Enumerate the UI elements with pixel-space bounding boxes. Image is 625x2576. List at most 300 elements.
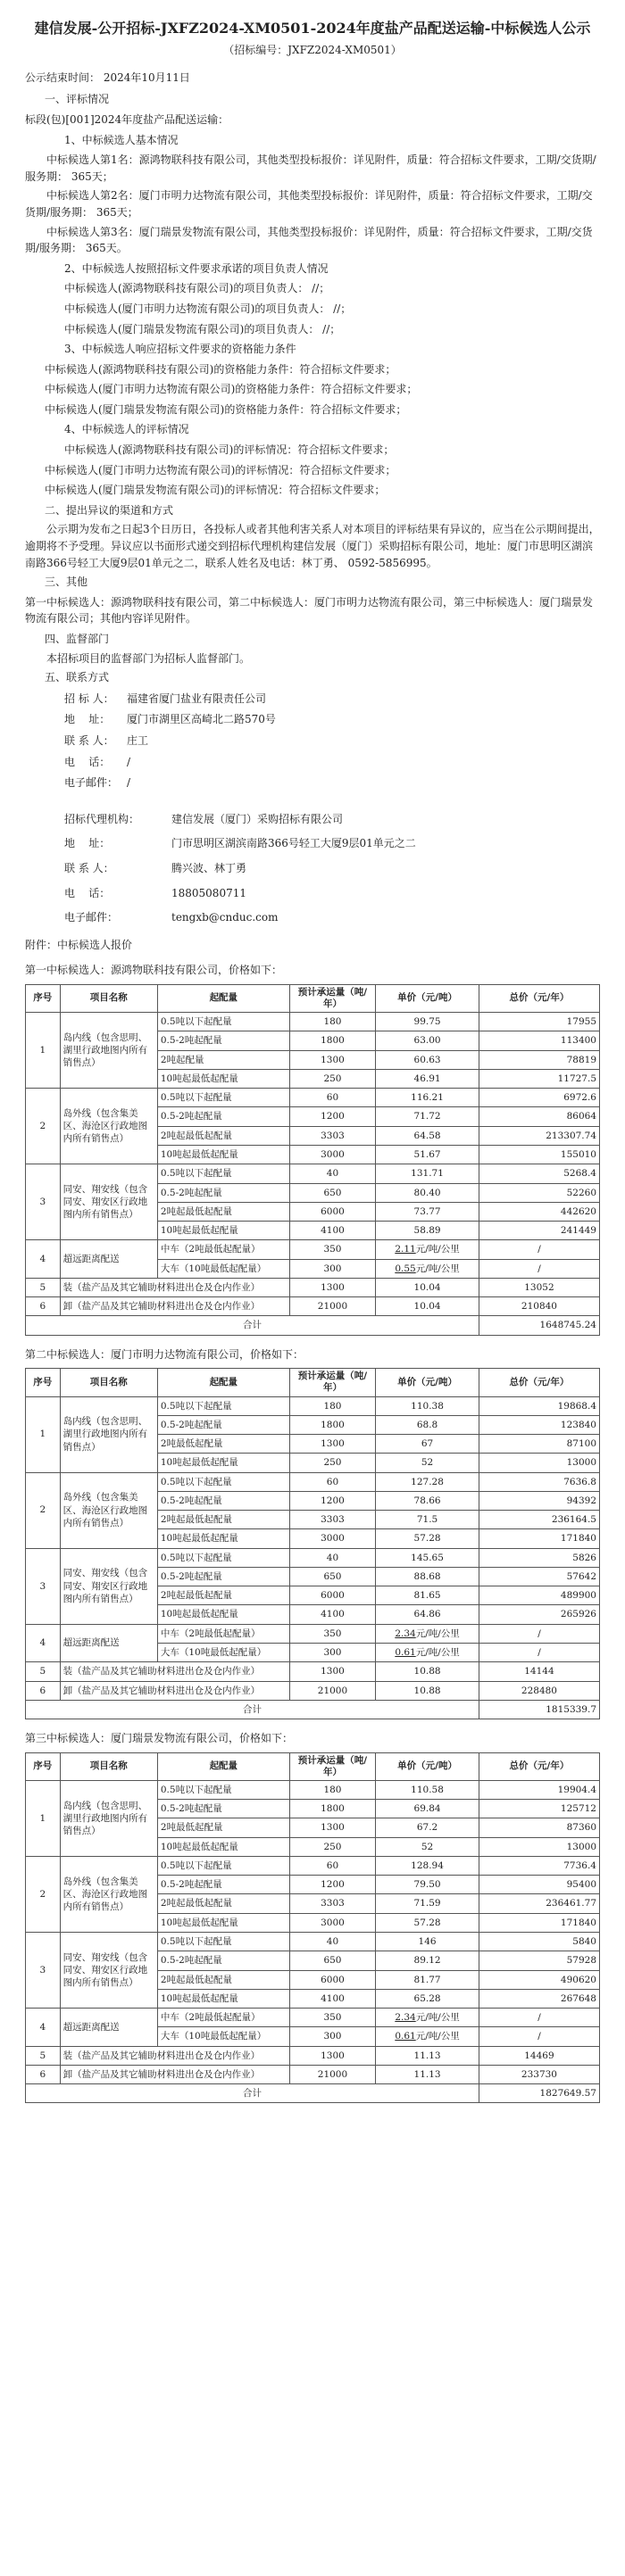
volume-cell: 3000 [289, 1146, 375, 1164]
agency-phone: 18805080711 [171, 886, 246, 899]
min-load-cell: 0.5吨以下起配量 [157, 1089, 289, 1107]
row-number: 4 [26, 1624, 61, 1662]
min-load-cell: 0.5-2吨起配量 [157, 1183, 289, 1202]
qualification-item: 中标候选人(厦门市明力达物流有限公司)的资格能力条件：符合招标文件要求； [45, 383, 418, 396]
objection-body: 公示期为发布之日起3个日历日，各投标人或者其他利害关系人对本项目的评标结果有异议的，应当在公示期间提出，逾期将不予受理。异议应以书面形式递交到招标代理机构建信发展（厦门）采购招标有限公司，地址：厦门市思明区湖滨南路366号轻工大厦9层01单元之二，联系人姓名及电话：林丁勇、 0592-5856995。 [25, 523, 600, 569]
volume-cell: 3000 [289, 1529, 375, 1548]
row-number: 3 [26, 1164, 61, 1240]
volume-cell: 300 [289, 2027, 375, 2046]
min-load-cell: 2吨起最低起配量 [157, 1586, 289, 1605]
volume-cell: 6000 [289, 1970, 375, 1989]
row-number: 4 [26, 2009, 61, 2047]
unit-price-cell: 146 [376, 1933, 479, 1951]
agency-row [64, 885, 600, 902]
col-unit-price-header: 单价（元/吨） [376, 1752, 479, 1780]
row-number: 2 [26, 1089, 61, 1164]
table-row [26, 1396, 600, 1415]
evaluation-list [25, 442, 600, 499]
total-price-cell: 87360 [479, 1818, 599, 1837]
total-price-cell: 87100 [479, 1435, 599, 1454]
col-total-header: 总价（元/年） [479, 1752, 599, 1780]
col-unit-price-header: 单价（元/吨） [376, 1369, 479, 1396]
tender-number: （招标编号：JXFZ2024-XM0501） [223, 44, 402, 57]
unit-price-cell: 110.38 [376, 1396, 479, 1415]
total-price-cell: 94392 [479, 1491, 599, 1510]
volume-cell: 60 [289, 1472, 375, 1491]
volume-cell: 250 [289, 1837, 375, 1856]
min-load-cell: 10吨起最低起配量 [157, 1529, 289, 1548]
volume-cell: 40 [289, 1548, 375, 1567]
total-price-cell: 5840 [479, 1933, 599, 1951]
volume-cell: 1200 [289, 1876, 375, 1894]
total-price-cell: 7736.4 [479, 1856, 599, 1875]
total-price-cell: 442620 [479, 1202, 599, 1221]
total-price-cell: / [479, 1240, 599, 1259]
field-label: 地 址： [64, 713, 111, 726]
unit-price-value: 2.34 [395, 1628, 416, 1639]
unit-price-cell [376, 2027, 479, 2046]
min-load-cell: 0.5吨以下起配量 [157, 1472, 289, 1491]
table-row [26, 1472, 600, 1491]
volume-cell: 60 [289, 1856, 375, 1875]
min-load-cell: 0.5-2吨起配量 [157, 1876, 289, 1894]
field-label: 电 话： [64, 755, 111, 768]
volume-cell: 6000 [289, 1586, 375, 1605]
field-label: 招 标 人： [64, 692, 114, 705]
table-header-row [26, 1369, 600, 1396]
route-name: 岛外线（包含集美区、海沧区行政地图内所有销售点） [60, 1856, 157, 1932]
volume-cell: 21000 [289, 1297, 375, 1316]
total-price-cell: 171840 [479, 1529, 599, 1548]
unit-price-cell: 81.65 [376, 1586, 479, 1605]
total-price-cell: 57928 [479, 1951, 599, 1970]
unit-price-value: 0.61 [395, 2031, 416, 2042]
service-name: 装（盐产品及其它辅助材料进出仓及仓内作业） [60, 1662, 289, 1681]
col-no-header: 序号 [26, 1752, 61, 1780]
table-row [26, 1662, 600, 1681]
min-load-cell: 10吨起最低起配量 [157, 1146, 289, 1164]
tenderer-name: 福建省厦门盐业有限责任公司 [127, 692, 267, 705]
tenderer-email: / [127, 776, 131, 790]
min-load-cell: 0.5吨以下起配量 [157, 1396, 289, 1415]
unit-price-unit: 元/吨/公里 [415, 1263, 460, 1274]
volume-cell: 3303 [289, 1126, 375, 1145]
unit-price-cell: 145.65 [376, 1548, 479, 1567]
vehicle-spec-cell: 中车（2吨最低起配量） [157, 1240, 289, 1259]
volume-cell: 1300 [289, 1278, 375, 1296]
page-title: 建信发展-公开招标-JXFZ2024-XM0501-2024年度盐产品配送运输-中标候选人公示 [34, 20, 591, 37]
min-load-cell: 2吨最低起配量 [157, 1818, 289, 1837]
attachment-title: 附件：中标候选人报价 [25, 938, 133, 951]
publish-end-date: 公示结束时间： 2024年10月11日 [25, 70, 190, 84]
volume-cell: 300 [289, 1643, 375, 1661]
unit-price-cell: 52 [376, 1837, 479, 1856]
volume-cell: 1200 [289, 1107, 375, 1126]
total-price-cell: / [479, 1259, 599, 1278]
total-row [26, 1316, 600, 1335]
field-label: 地 址： [64, 837, 111, 850]
total-price-cell: 5826 [479, 1548, 599, 1567]
field-label: 电 话： [64, 886, 111, 899]
table-row [26, 1933, 600, 1951]
col-project-header: 项目名称 [60, 1369, 157, 1396]
col-project-header: 项目名称 [60, 1752, 157, 1780]
unit-price-cell: 69.84 [376, 1800, 479, 1818]
route-name: 同安、翔安线（包含同安、翔安区行政地图内所有销售点） [60, 1933, 157, 2009]
min-load-cell: 0.5-2吨起配量 [157, 1951, 289, 1970]
col-volume-header: 预计承运量（吨/年） [289, 1752, 375, 1780]
unit-price-cell: 88.68 [376, 1567, 479, 1586]
min-load-cell: 10吨起最低起配量 [157, 1837, 289, 1856]
tenderer-row [64, 691, 600, 708]
route-name: 超远距离配送 [60, 1624, 157, 1662]
section-supervision-title: 四、监督部门 [45, 633, 110, 645]
field-label: 联 系 人： [64, 861, 114, 874]
volume-cell: 21000 [289, 2065, 375, 2083]
total-price-cell: / [479, 1624, 599, 1643]
volume-cell: 1800 [289, 1800, 375, 1818]
unit-price-cell: 10.04 [376, 1278, 479, 1296]
total-price-cell: 13000 [479, 1454, 599, 1472]
unit-price-value: 2.11 [395, 1244, 416, 1255]
route-name: 岛内线（包含思明、湖里行政地图内所有销售点） [60, 1780, 157, 1856]
tenderer-contact-person: 庄工 [127, 733, 149, 747]
agency-email: tengxb@cnduc.com [171, 911, 279, 924]
unit-price-cell: 128.94 [376, 1856, 479, 1875]
min-load-cell: 0.5吨以下起配量 [157, 1164, 289, 1183]
unit-price-cell: 58.89 [376, 1222, 479, 1240]
price-table [25, 984, 600, 1336]
total-price-cell: 155010 [479, 1146, 599, 1164]
row-number: 3 [26, 1548, 61, 1624]
evaluation-item: 中标候选人(厦门市明力达物流有限公司)的评标情况：符合招标文件要求； [45, 463, 396, 476]
unit-price-cell: 80.40 [376, 1183, 479, 1202]
table-header-row [26, 984, 600, 1012]
min-load-cell: 10吨起最低起配量 [157, 1989, 289, 2008]
volume-cell: 3303 [289, 1894, 375, 1913]
agency-row [64, 835, 600, 852]
total-price-cell: 210840 [479, 1297, 599, 1316]
price-tables [25, 962, 600, 2103]
route-name: 岛外线（包含集美区、海沧区行政地图内所有销售点） [60, 1089, 157, 1164]
field-label: 电子邮件： [64, 911, 119, 924]
field-label: 电子邮件： [64, 776, 119, 790]
unit-price-cell: 71.59 [376, 1894, 479, 1913]
volume-cell: 1300 [289, 1662, 375, 1681]
table-row [26, 1780, 600, 1799]
min-load-cell: 2吨起最低起配量 [157, 1511, 289, 1529]
unit-price-cell [376, 1624, 479, 1643]
tenderer-row [64, 711, 600, 728]
unit-price-cell: 89.12 [376, 1951, 479, 1970]
tenderer-row [64, 774, 600, 791]
volume-cell: 6000 [289, 1202, 375, 1221]
unit-price-cell: 10.88 [376, 1662, 479, 1681]
tenderer-row [64, 754, 600, 771]
total-price-cell: 228480 [479, 1681, 599, 1700]
min-load-cell: 10吨起最低起配量 [157, 1605, 289, 1624]
route-name: 岛内线（包含思明、湖里行政地图内所有销售点） [60, 1396, 157, 1472]
volume-cell: 4100 [289, 1222, 375, 1240]
total-price-cell: / [479, 1643, 599, 1661]
route-name: 岛外线（包含集美区、海沧区行政地图内所有销售点） [60, 1472, 157, 1548]
service-name: 装（盐产品及其它辅助材料进出仓及仓内作业） [60, 2046, 289, 2065]
volume-cell: 60 [289, 1089, 375, 1107]
table-caption: 第三中标候选人：厦门瑞景发物流有限公司，价格如下： [25, 1732, 294, 1745]
volume-cell: 650 [289, 1183, 375, 1202]
total-price-cell: 5268.4 [479, 1164, 599, 1183]
unit-price-cell: 71.5 [376, 1511, 479, 1529]
volume-cell: 180 [289, 1780, 375, 1799]
unit-price-cell: 79.50 [376, 1876, 479, 1894]
total-label: 合计 [26, 1700, 479, 1719]
total-price-cell: / [479, 2027, 599, 2046]
table-row [26, 1681, 600, 1700]
unit-price-cell: 116.21 [376, 1089, 479, 1107]
total-price-cell: 52260 [479, 1183, 599, 1202]
col-min-load-header: 起配量 [157, 1752, 289, 1780]
vehicle-spec-cell: 大车（10吨最低起配量） [157, 1643, 289, 1661]
unit-price-cell: 131.71 [376, 1164, 479, 1183]
volume-cell: 21000 [289, 1681, 375, 1700]
volume-cell: 3303 [289, 1511, 375, 1529]
table-row [26, 2065, 600, 2083]
candidates-basic-list [25, 152, 600, 257]
unit-price-cell [376, 1259, 479, 1278]
unit-price-cell: 64.86 [376, 1605, 479, 1624]
unit-price-unit: 元/吨/公里 [415, 1646, 460, 1658]
candidate-basic-item: 中标候选人第3名：厦门瑞景发物流有限公司，其他类型投标报价：详见附件，质量：符合招标文件要求，工期/交货期/服务期： 365天。 [25, 225, 593, 255]
min-load-cell: 0.5吨以下起配量 [157, 1780, 289, 1799]
min-load-cell: 0.5-2吨起配量 [157, 1415, 289, 1434]
unit-price-cell: 73.77 [376, 1202, 479, 1221]
total-price-cell: 265926 [479, 1605, 599, 1624]
table-header-row [26, 1752, 600, 1780]
unit-price-cell: 68.8 [376, 1415, 479, 1434]
unit-price-unit: 元/吨/公里 [415, 2012, 460, 2024]
total-price-cell: 11727.5 [479, 1069, 599, 1088]
unit-price-cell: 65.28 [376, 1989, 479, 2008]
table-caption: 第一中标候选人：源鸿物联科技有限公司，价格如下： [25, 964, 283, 977]
table-row [26, 1240, 600, 1259]
project-leader-item: 中标候选人(厦门瑞景发物流有限公司)的项目负责人： //； [64, 322, 341, 335]
volume-cell: 4100 [289, 1605, 375, 1624]
row-number: 2 [26, 1856, 61, 1932]
unit-price-cell [376, 1240, 479, 1259]
total-price-cell: 490620 [479, 1970, 599, 1989]
total-price-cell: 267648 [479, 1989, 599, 2008]
table-row [26, 1856, 600, 1875]
table-row [26, 1278, 600, 1296]
qualification-title: 3、中标候选人响应招标文件要求的资格能力条件 [64, 343, 296, 356]
volume-cell: 1300 [289, 1818, 375, 1837]
route-name: 超远距离配送 [60, 1240, 157, 1279]
row-number: 6 [26, 1681, 61, 1700]
col-total-header: 总价（元/年） [479, 1369, 599, 1396]
col-volume-header: 预计承运量（吨/年） [289, 1369, 375, 1396]
section-objection-title: 二、提出异议的渠道和方式 [45, 503, 174, 517]
total-price-cell: 14144 [479, 1662, 599, 1681]
min-load-cell: 0.5吨以下起配量 [157, 1548, 289, 1567]
volume-cell: 650 [289, 1951, 375, 1970]
total-price-cell: 7636.8 [479, 1472, 599, 1491]
col-no-header: 序号 [26, 984, 61, 1012]
total-price-cell: 14469 [479, 2046, 599, 2065]
vehicle-spec-cell: 中车（2吨最低起配量） [157, 1624, 289, 1643]
qualification-item: 中标候选人(源鸿物联科技有限公司)的资格能力条件：符合招标文件要求； [45, 362, 396, 376]
total-label: 合计 [26, 1316, 479, 1335]
supervision-body: 本招标项目的监督部门为招标人监督部门。 [46, 651, 251, 665]
min-load-cell: 0.5-2吨起配量 [157, 1800, 289, 1818]
col-volume-header: 预计承运量（吨/年） [289, 984, 375, 1012]
unit-price-unit: 元/吨/公里 [415, 1628, 460, 1639]
agency-address: 门市思明区湖滨南路366号轻工大厦9层01单元之二 [171, 837, 416, 850]
unit-price-cell: 11.13 [376, 2065, 479, 2083]
vehicle-spec-cell: 大车（10吨最低起配量） [157, 1259, 289, 1278]
candidate-basic-item: 中标候选人第1名：源鸿物联科技有限公司，其他类型投标报价：详见附件，质量：符合招标文件要求，工期/交货期/服务期： 365天； [25, 153, 596, 183]
table-row [26, 2009, 600, 2027]
col-no-header: 序号 [26, 1369, 61, 1396]
volume-cell: 1800 [289, 1415, 375, 1434]
unit-price-cell: 110.58 [376, 1780, 479, 1799]
agency-row [64, 909, 600, 926]
total-price-cell: 489900 [479, 1586, 599, 1605]
row-number: 4 [26, 1240, 61, 1279]
volume-cell: 3000 [289, 1913, 375, 1932]
field-label: 联 系 人： [64, 733, 114, 747]
table-row [26, 1297, 600, 1316]
tenderer-phone: / [127, 755, 131, 768]
total-price-cell: 17955 [479, 1013, 599, 1031]
total-price-cell: 13000 [479, 1837, 599, 1856]
total-price-cell: 123840 [479, 1415, 599, 1434]
route-name: 岛内线（包含思明、湖里行政地图内所有销售点） [60, 1013, 157, 1089]
unit-price-cell: 127.28 [376, 1472, 479, 1491]
project-leader-title: 2、中标候选人按照招标文件要求承诺的项目负责人情况 [64, 261, 329, 275]
col-min-load-header: 起配量 [157, 984, 289, 1012]
total-price-cell: 19868.4 [479, 1396, 599, 1415]
grand-total-value: 1648745.24 [479, 1316, 599, 1335]
total-price-cell: 86064 [479, 1107, 599, 1126]
evaluation-title: 4、中标候选人的评标情况 [64, 423, 189, 436]
unit-price-cell: 67.2 [376, 1818, 479, 1837]
total-price-cell: 125712 [479, 1800, 599, 1818]
row-number: 6 [26, 2065, 61, 2083]
table-row [26, 1164, 600, 1183]
unit-price-cell: 46.91 [376, 1069, 479, 1088]
service-name: 卸（盐产品及其它辅助材料进出仓及仓内作业） [60, 1681, 289, 1700]
total-price-cell: 241449 [479, 1222, 599, 1240]
volume-cell: 1800 [289, 1031, 375, 1050]
volume-cell: 350 [289, 1624, 375, 1643]
unit-price-cell: 60.63 [376, 1050, 479, 1069]
total-label: 合计 [26, 2084, 479, 2103]
total-row [26, 2084, 600, 2103]
row-number: 5 [26, 2046, 61, 2065]
min-load-cell: 0.5-2吨起配量 [157, 1031, 289, 1050]
table-row [26, 1013, 600, 1031]
vehicle-spec-cell: 大车（10吨最低起配量） [157, 2027, 289, 2046]
table-row [26, 1624, 600, 1643]
vehicle-spec-cell: 中车（2吨最低起配量） [157, 2009, 289, 2027]
total-price-cell: 113400 [479, 1031, 599, 1050]
lot-title: 标段(包)[001]2024年度盐产品配送运输： [25, 112, 229, 126]
unit-price-value: 0.55 [395, 1263, 416, 1274]
total-price-cell: 171840 [479, 1913, 599, 1932]
unit-price-cell: 10.88 [376, 1681, 479, 1700]
table-row [26, 2046, 600, 2065]
col-unit-price-header: 单价（元/吨） [376, 984, 479, 1012]
volume-cell: 300 [289, 1259, 375, 1278]
service-name: 卸（盐产品及其它辅助材料进出仓及仓内作业） [60, 1297, 289, 1316]
total-price-cell: 78819 [479, 1050, 599, 1069]
volume-cell: 40 [289, 1164, 375, 1183]
section-evaluation-title: 一、评标情况 [45, 93, 110, 106]
unit-price-cell: 51.67 [376, 1146, 479, 1164]
unit-price-cell: 81.77 [376, 1970, 479, 1989]
tenderer-row [64, 733, 600, 750]
volume-cell: 1300 [289, 1435, 375, 1454]
total-price-cell: / [479, 2009, 599, 2027]
agency-contact [25, 811, 600, 926]
min-load-cell: 0.5-2吨起配量 [157, 1567, 289, 1586]
total-price-cell: 6972.6 [479, 1089, 599, 1107]
volume-cell: 350 [289, 2009, 375, 2027]
min-load-cell: 0.5吨以下起配量 [157, 1933, 289, 1951]
unit-price-cell: 63.00 [376, 1031, 479, 1050]
section-contact-title: 五、联系方式 [45, 671, 110, 684]
agency-row [64, 811, 600, 828]
evaluation-item: 中标候选人(厦门瑞景发物流有限公司)的评标情况：符合招标文件要求； [45, 484, 386, 497]
unit-price-cell [376, 2009, 479, 2027]
unit-price-unit: 元/吨/公里 [415, 2031, 460, 2042]
volume-cell: 1200 [289, 1491, 375, 1510]
row-number: 1 [26, 1396, 61, 1472]
min-load-cell: 2吨起最低起配量 [157, 1970, 289, 1989]
col-min-load-header: 起配量 [157, 1369, 289, 1396]
service-name: 卸（盐产品及其它辅助材料进出仓及仓内作业） [60, 2065, 289, 2083]
min-load-cell: 2吨最低起配量 [157, 1435, 289, 1454]
price-table [25, 1752, 600, 2104]
row-number: 5 [26, 1662, 61, 1681]
project-leader-item: 中标候选人(源鸿物联科技有限公司)的项目负责人： //； [64, 282, 330, 295]
row-number: 5 [26, 1278, 61, 1296]
min-load-cell: 2吨起配量 [157, 1050, 289, 1069]
agency-row [64, 860, 600, 877]
candidates-basic-title: 1、中标候选人基本情况 [64, 133, 179, 146]
volume-cell: 180 [289, 1013, 375, 1031]
volume-cell: 350 [289, 1240, 375, 1259]
route-name: 超远距离配送 [60, 2009, 157, 2047]
min-load-cell: 10吨起最低起配量 [157, 1913, 289, 1932]
min-load-cell: 2吨起最低起配量 [157, 1126, 289, 1145]
row-number: 6 [26, 1297, 61, 1316]
candidate-basic-item: 中标候选人第2名：厦门市明力达物流有限公司，其他类型投标报价：详见附件，质量：符合招标文件要求，工期/交货期/服务期： 365天； [25, 189, 593, 219]
volume-cell: 250 [289, 1454, 375, 1472]
min-load-cell: 10吨起最低起配量 [157, 1454, 289, 1472]
unit-price-cell: 57.28 [376, 1913, 479, 1932]
total-price-cell: 213307.74 [479, 1126, 599, 1145]
volume-cell: 650 [289, 1567, 375, 1586]
unit-price-unit: 元/吨/公里 [415, 1244, 460, 1255]
unit-price-value: 2.34 [395, 2012, 416, 2024]
section-other-title: 三、其他 [45, 576, 88, 589]
unit-price-cell: 67 [376, 1435, 479, 1454]
agency-contact-person: 腾兴波、林丁勇 [171, 861, 247, 874]
route-name: 同安、翔安线（包含同安、翔安区行政地图内所有销售点） [60, 1164, 157, 1240]
total-price-cell: 57642 [479, 1567, 599, 1586]
total-price-cell: 19904.4 [479, 1780, 599, 1799]
